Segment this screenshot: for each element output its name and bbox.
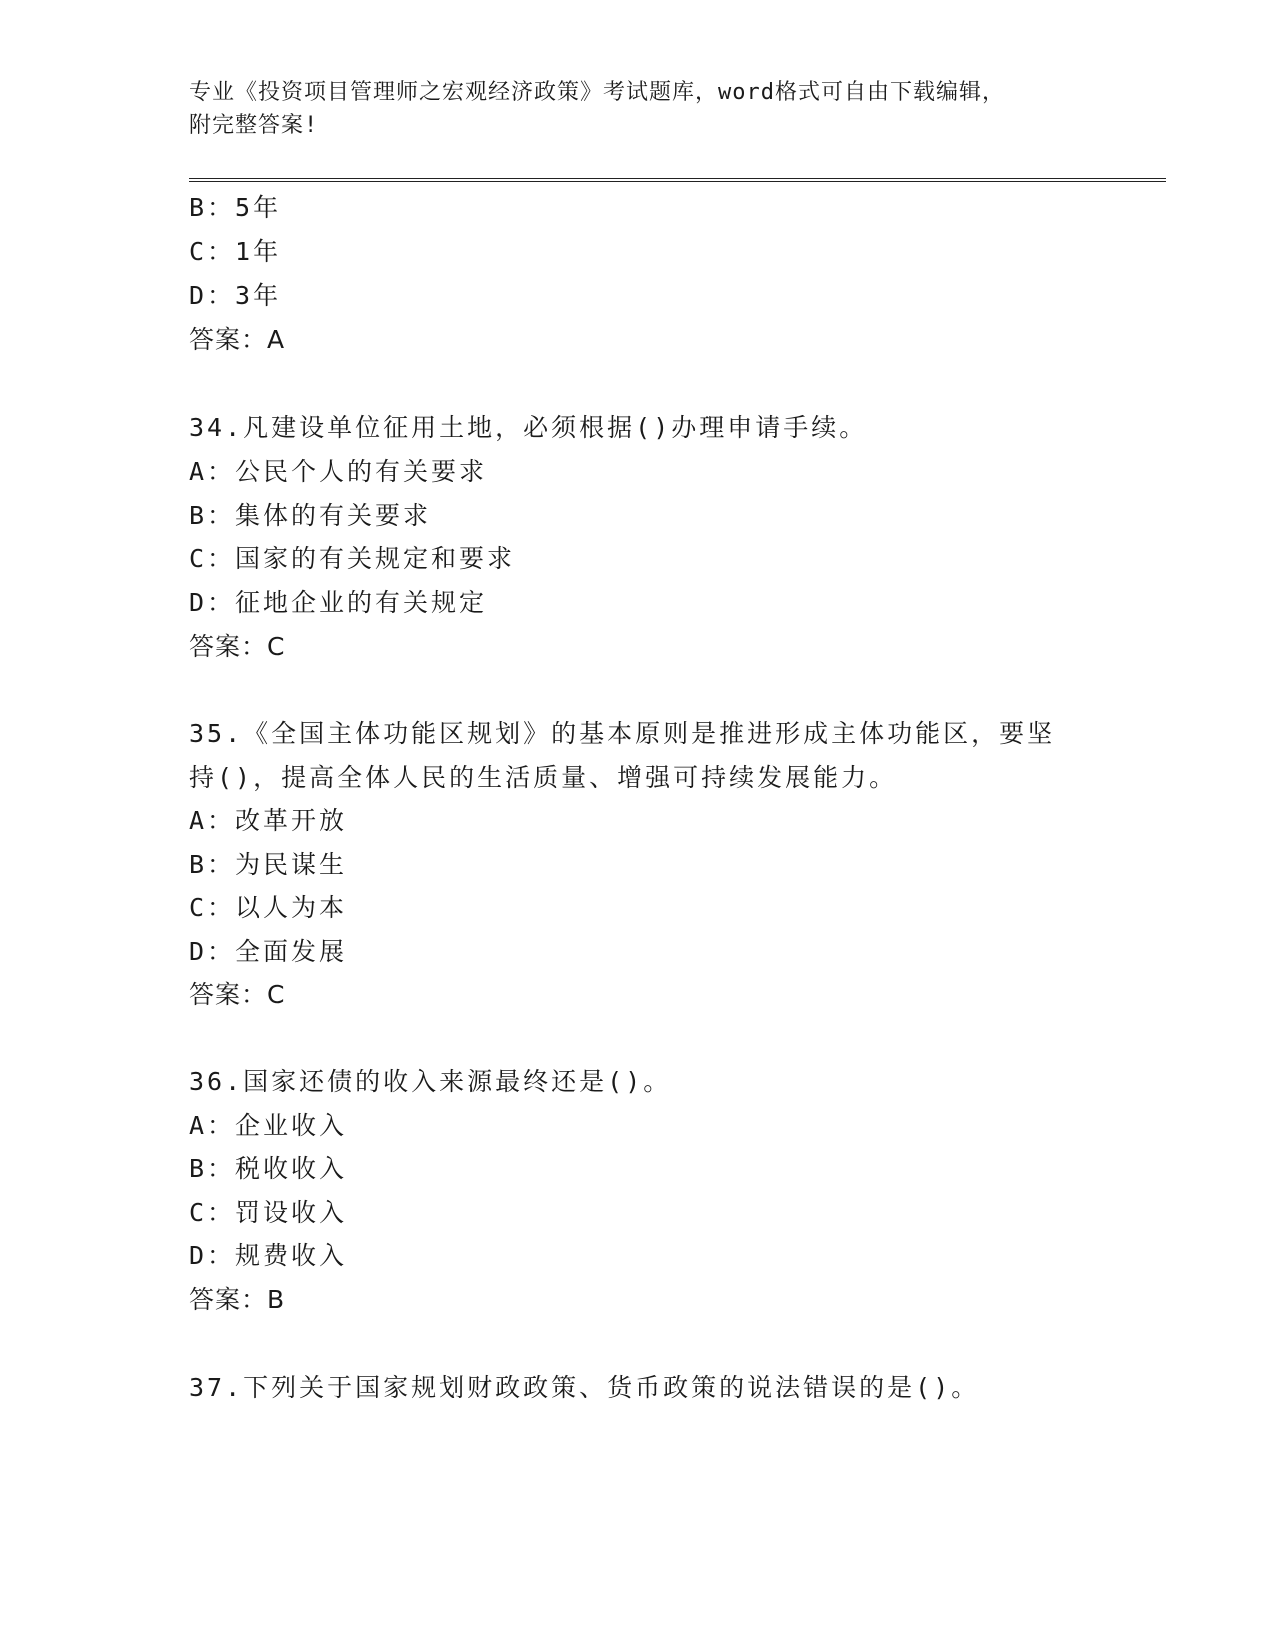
- q35-answer: 答案：C: [189, 980, 286, 1009]
- q34-option-c: C：国家的有关规定和要求: [189, 544, 516, 573]
- header-divider: [189, 178, 1166, 182]
- header-line-2: 附完整答案!: [189, 113, 319, 138]
- q35-stem-line-1: 35.《全国主体功能区规划》的基本原则是推进形成主体功能区，要坚: [189, 719, 1056, 748]
- q35-option-c: C：以人为本: [189, 893, 348, 922]
- q34-option-a: A：公民个人的有关要求: [189, 457, 488, 486]
- document-header: [189, 76, 1089, 142]
- q33-option-b: B：5年: [189, 193, 282, 222]
- q36-option-c: C：罚设收入: [189, 1198, 348, 1227]
- q33-option-c: C：1年: [189, 237, 282, 266]
- q36-stem: 36.国家还债的收入来源最终还是()。: [189, 1067, 672, 1096]
- q36-answer: 答案：B: [189, 1285, 286, 1314]
- q37-stem: 37.下列关于国家规划财政政策、货币政策的说法错误的是()。: [189, 1373, 980, 1402]
- q36-option-b: B：税收收入: [189, 1154, 348, 1183]
- header-line-1: 专业《投资项目管理师之宏观经济政策》考试题库，word格式可自由下载编辑，: [189, 80, 1005, 105]
- q35-option-b: B：为民谋生: [189, 850, 348, 879]
- q34-option-d: D：征地企业的有关规定: [189, 588, 488, 617]
- q35-option-a: A：改革开放: [189, 806, 348, 835]
- q33-answer: 答案：A: [189, 325, 286, 354]
- q34-answer: 答案：C: [189, 632, 286, 661]
- q35-option-d: D：全面发展: [189, 937, 348, 966]
- q33-option-d: D：3年: [189, 281, 282, 310]
- q36-option-a: A：企业收入: [189, 1111, 348, 1140]
- q34-stem: 34.凡建设单位征用土地，必须根据()办理申请手续。: [189, 413, 868, 442]
- q36-option-d: D：规费收入: [189, 1241, 348, 1270]
- q35-stem-line-2: 持()，提高全体人民的生活质量、增强可持续发展能力。: [189, 763, 898, 792]
- q34-option-b: B：集体的有关要求: [189, 501, 432, 530]
